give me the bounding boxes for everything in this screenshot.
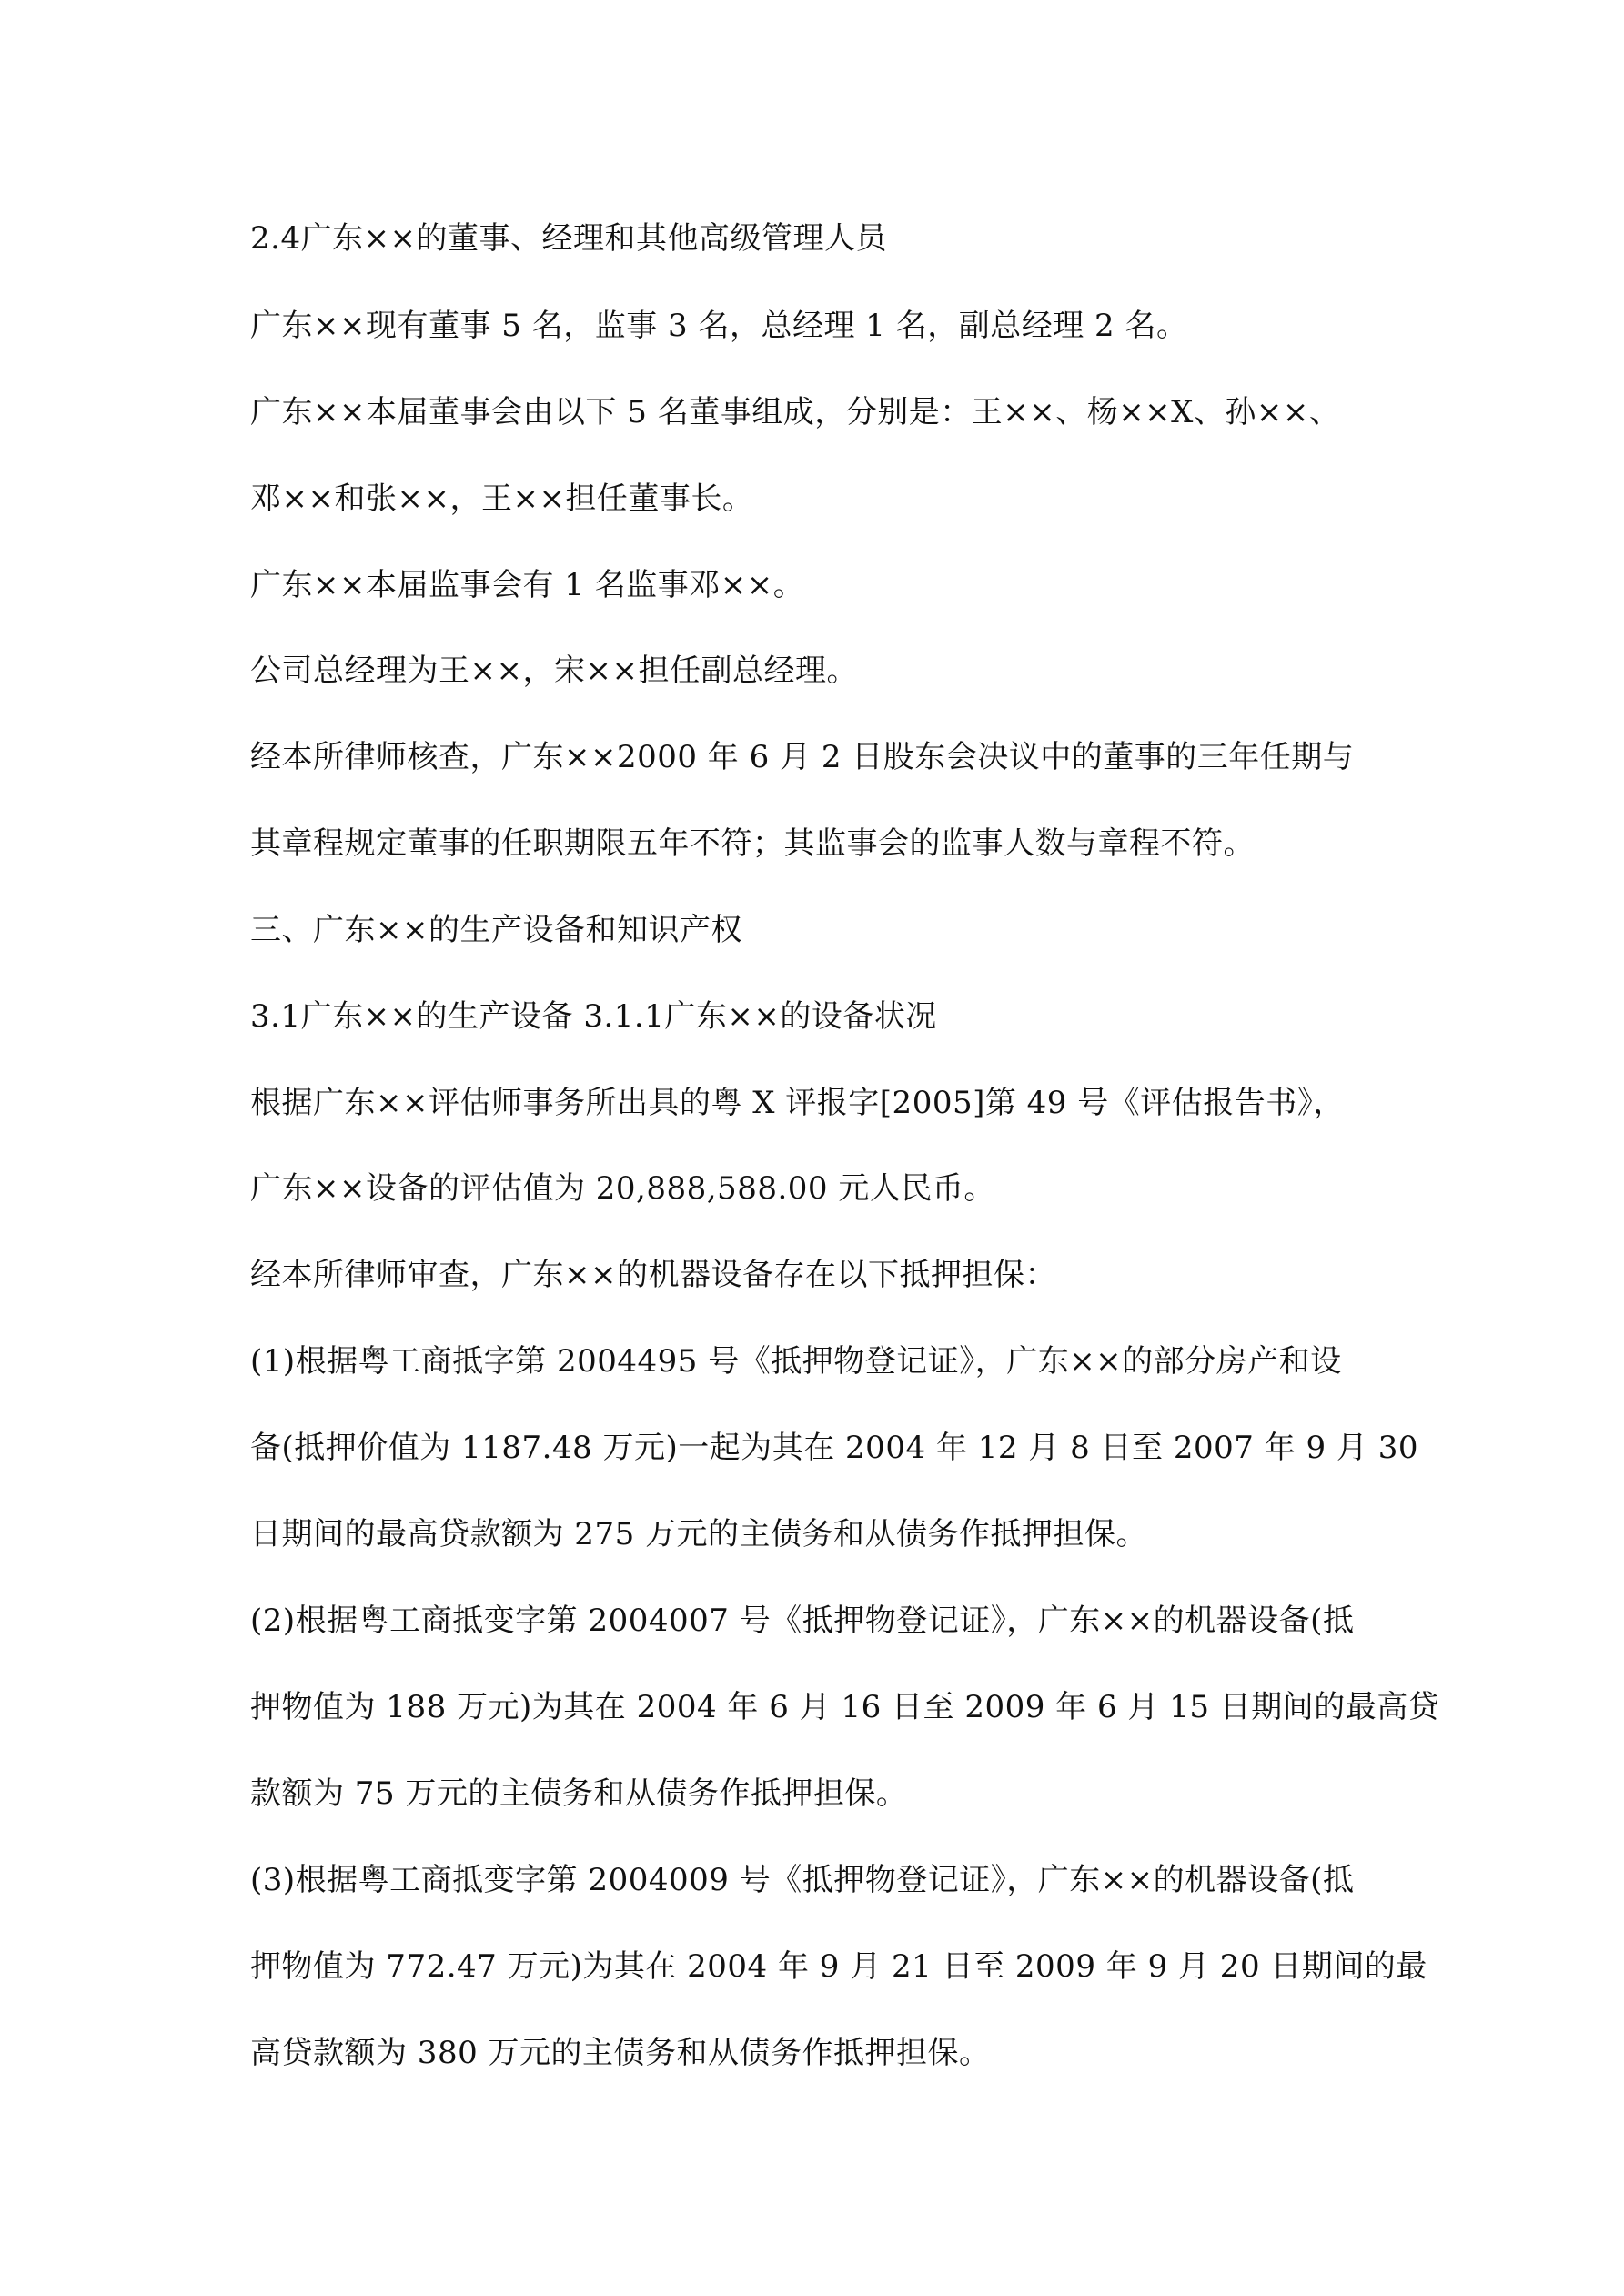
list-item-line: (3)根据粤工商抵变字第 2004009 号《抵押物登记证》，广东××的机器设备(抵 — [250, 1862, 1355, 1898]
list-item-line: 款额为 75 万元的主债务和从债务作抵押担保。 — [250, 1775, 908, 1812]
list-item-line: 日期间的最高贷款额为 275 万元的主债务和从债务作抵押担保。 — [250, 1516, 1148, 1553]
section-heading-2-4: 2.4广东××的董事、经理和其他高级管理人员 — [250, 220, 888, 257]
list-item-line: (2)根据粤工商抵变字第 2004007 号《抵押物登记证》，广东××的机器设备(抵 — [250, 1603, 1355, 1639]
paragraph-line: 广东××本届监事会有 1 名监事邓××。 — [250, 567, 805, 603]
list-item-line: (1)根据粤工商抵字第 2004495 号《抵押物登记证》，广东××的部分房产和设 — [250, 1343, 1342, 1380]
paragraph-line: 其章程规定董事的任职期限五年不符；其监事会的监事人数与章程不符。 — [250, 825, 1255, 862]
paragraph-line: 广东××设备的评估值为 20,888,588.00 元人民币。 — [250, 1170, 995, 1207]
section-heading-3: 三、广东××的生产设备和知识产权 — [250, 912, 742, 948]
list-item-line: 押物值为 772.47 万元)为其在 2004 年 9 月 21 日至 2009 年 9 月 20 日期间的最 — [250, 1948, 1427, 1985]
paragraph-line: 经本所律师核查，广东××2000 年 6 月 2 日股东会决议中的董事的三年任期与 — [250, 739, 1355, 775]
list-item-line: 高贷款额为 380 万元的主债务和从债务作抵押担保。 — [250, 2035, 991, 2071]
section-heading-3-1: 3.1广东××的生产设备 3.1.1广东××的设备状况 — [250, 998, 937, 1035]
list-item-line: 押物值为 188 万元)为其在 2004 年 6 月 16 日至 2009 年 6 月 15 日期间的最高贷 — [250, 1689, 1440, 1725]
paragraph-line: 公司总经理为王××，宋××担任副总经理。 — [250, 652, 858, 689]
paragraph-line: 广东××现有董事 5 名，监事 3 名，总经理 1 名，副总经理 2 名。 — [250, 308, 1188, 344]
paragraph-line: 广东××本届董事会由以下 5 名董事组成，分别是：王××、杨××X、孙××、 — [250, 394, 1341, 430]
list-item-line: 备(抵押价值为 1187.48 万元)一起为其在 2004 年 12 月 8 日至 2007 年 9 月 30 — [250, 1430, 1418, 1466]
paragraph-line: 邓××和张××，王××担任董事长。 — [250, 480, 754, 517]
paragraph-line: 经本所律师审查，广东××的机器设备存在以下抵押担保： — [250, 1257, 1056, 1293]
paragraph-line: 根据广东××评估师事务所出具的粤 X 评报字[2005]第 49 号《评估报告书》， — [250, 1085, 1345, 1121]
